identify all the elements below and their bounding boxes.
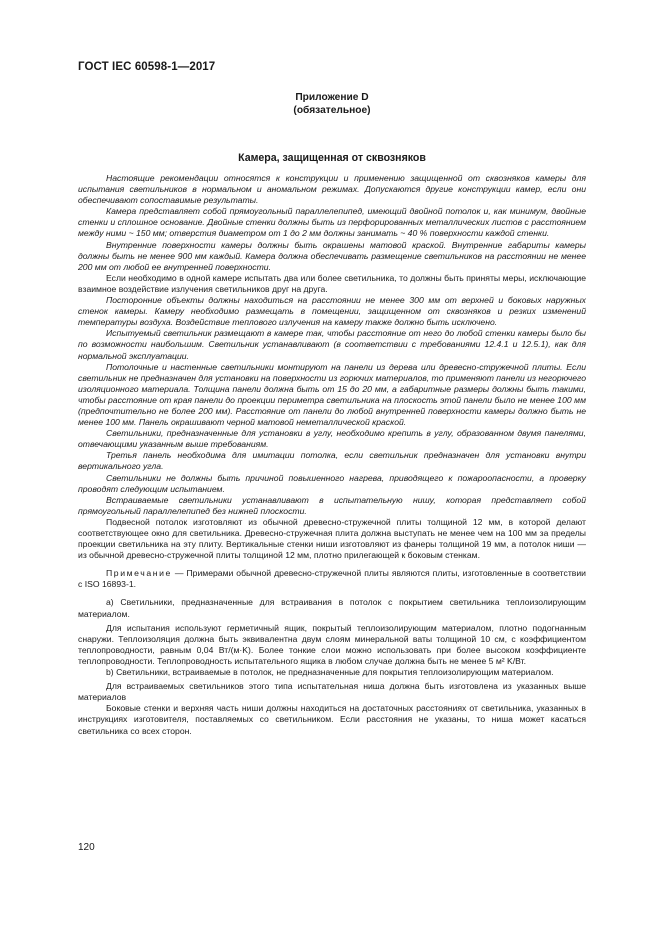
annex-heading xyxy=(78,91,586,117)
paragraph: Настоящие рекомендации относятся к конструкции и применению защищенной от сквозняков камеры для испытания светильников в нормальном и аномальном режимах. Допускаются другие конструкции камер, если они обеспечивают сопоставимые результаты. xyxy=(78,173,586,206)
annex-label: Приложение D xyxy=(295,92,369,103)
paragraph: Подвесной потолок изготовляют из обычной древесно-стружечной плиты толщиной 12 мм, в которой делают соответствующее окно для светильника. Древесно-стружечная плита должна выступать не менее чем на 100 мм за пределы проекции светильника на эту плиту. Вертикальные стенки ниши изготовляют из фанеры толщиной 19 мм, а потолок ниши — из обычной древесно-стружечной плиты толщиной 12 мм, плотно прилегающей к боковым стенкам. xyxy=(78,516,586,561)
paragraph: Для встраиваемых светильников этого типа испытательная ниша должна быть изготовлена из указанных выше материалов xyxy=(78,681,586,703)
paragraph: Испытуемый светильник размещают в камере так, чтобы расстояние от него до любой стенки камеры было бы по возможности наибольшим. Светильник устанавливают (в соответствии с требованиями 12.4.1 и 12.5.1), как для нормальной эксплуатации. xyxy=(78,328,586,361)
paragraph: Третья панель необходима для имитации потолка, если светильник предназначен для установки внутри вертикального угла. xyxy=(78,450,586,472)
paragraph: b) Светильники, встраиваемые в потолок, не предназначенные для покрытия теплоизолирующим материалом. xyxy=(106,667,554,678)
paragraph: Светильники не должны быть причиной повышенного нагрева, приводящего к пожароопасности, а проверку проводят следующим испытанием. xyxy=(78,472,586,494)
paragraph: Встраиваемые светильники устанавливают в испытательную нишу, которая представляет собой прямоугольный параллелепипед без нижней плоскости. xyxy=(78,494,586,516)
standard-header: ГОСТ IEC 60598-1—2017 xyxy=(78,61,216,73)
paragraph: Камера представляет собой прямоугольный параллелепипед, имеющий двойной потолок и, как минимум, двойные стенки и сплошное основание. Двойные стенки должны быть из перфорированных металлических листов с расстоянием между ними ~ 150 мм; отверстия диаметром от 1 до 2 мм должны занимать ~ 40 % поверхности каждой стенки. xyxy=(78,206,586,239)
annex-status: (обязательное) xyxy=(293,105,371,116)
note-label: Примечание xyxy=(106,568,172,579)
document-body xyxy=(78,173,586,737)
paragraph: Если необходимо в одной камере испытать два или более светильника, то должны быть приняты меры, исключающие взаимное воздействие излучения светильников друг на друга. xyxy=(78,272,586,294)
section-title: Камера, защищенная от сквозняков xyxy=(238,152,426,164)
page-number: 120 xyxy=(78,842,95,853)
paragraph: Боковые стенки и верхняя часть ниши должны находиться на достаточных расстояниях от светильника, указанных в инструкциях изготовителя, поставляемых со светильником. Если расстояния не указаны, то ниша может касаться светильника со всех сторон. xyxy=(78,703,586,736)
paragraph: Внутренние поверхности камеры должны быть окрашены матовой краской. Внутренние габариты камеры должны быть не менее 900 мм каждый. Камера должна обеспечивать размещение светильников на расстоянии не менее 200 мм от любой ее внутренней поверхности. xyxy=(78,239,586,272)
paragraph: Светильники, предназначенные для установки в углу, необходимо крепить в углу, образованном двумя панелями, отвечающими указанным выше требованиям. xyxy=(78,428,586,450)
note-text: — Примерами обычной древесно-стружечной плиты являются плиты, изготовленные в соответствии с ISO 16893-1. xyxy=(78,568,586,590)
paragraph: Посторонние объекты должны находиться на расстоянии не менее 300 мм от верхней и боковых наружных стенок камеры. Камеру необходимо размещать в помещении, защищенном от сквозняков и резких изменений температуры воздуха. Воздействие теплового излучения на камеру также должно быть исключено. xyxy=(78,295,586,328)
note xyxy=(78,568,586,590)
paragraph: Потолочные и настенные светильники монтируют на панели из дерева или древесно-стружечной плиты. Если светильник не предназначен для установки на поверхности из горючих материалов, то применяют панели из негорючего изоляционного материала. Толщина панели должна быть от 15 до 20 мм, а габаритные размеры должны быть такими, чтобы расстояние от края панели до проекции периметра светильника на плоскость этой панели было не менее 100 мм (предпочтительно не более 200 мм). Расстояние от панели до любой внутренней поверхности камеры должно быть не менее 100 мм. Панель окрашивают черной матовой неметаллической краской. xyxy=(78,361,586,428)
paragraph: a) Светильники, предназначенные для встраивания в потолок с покрытием светильника теплоизолирующим материалом. xyxy=(78,597,586,619)
paragraph: Для испытания используют герметичный ящик, покрытый теплоизолирующим материалом, плотно подогнанным снаружи. Теплоизоляция должна быть эквивалентна двум слоям минеральной ваты толщиной 10 см, с коэффициентом теплопроводности, равным 0,04 Вт/(м·K). Более тонкие слои можно использовать при более высоком коэффициенте теплопроводности. Теплопроводность испытательного ящика в любом случае должна быть не менее 5 м² K/Вт. xyxy=(78,622,586,666)
